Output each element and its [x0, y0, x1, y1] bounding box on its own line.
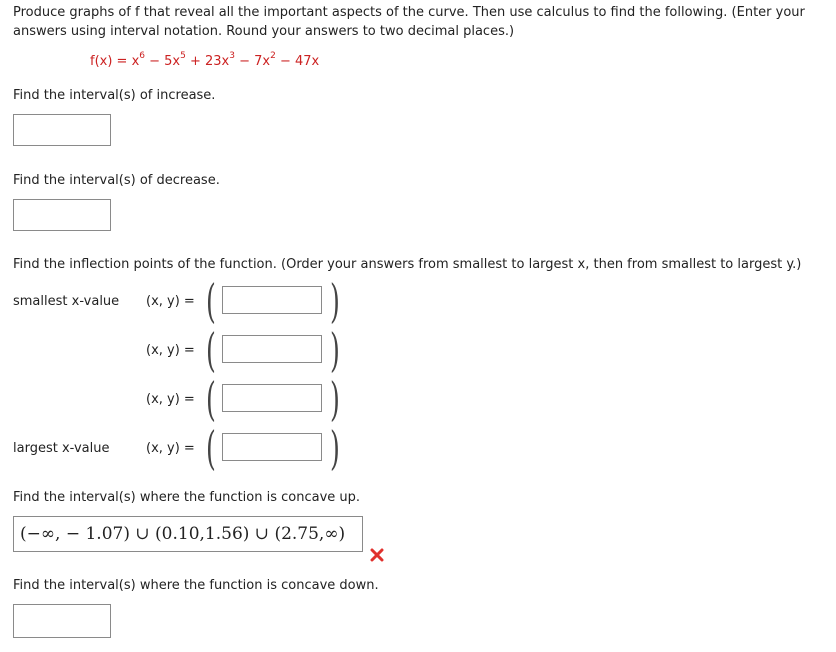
- left-paren: (: [206, 274, 216, 328]
- left-paren: (: [206, 421, 216, 475]
- xy-label: (x, y) =: [146, 441, 195, 456]
- xy-label: (x, y) =: [146, 343, 195, 358]
- concave-down-prompt: Find the interval(s) where the function is concave down.: [13, 578, 379, 593]
- inflection-point-4-input[interactable]: [222, 433, 322, 461]
- inflection-prompt: Find the inflection points of the function. (Order your answers from smallest to largest x, then from smallest to largest y.): [13, 257, 802, 272]
- increase-prompt: Find the interval(s) of increase.: [13, 88, 216, 103]
- incorrect-x-icon: [370, 548, 384, 562]
- right-paren: ): [330, 421, 340, 475]
- smallest-x-label: smallest x-value: [13, 294, 120, 309]
- inflection-point-3-input[interactable]: [222, 384, 322, 412]
- concave-down-answer-input[interactable]: [13, 604, 111, 638]
- decrease-answer-input[interactable]: [13, 199, 111, 231]
- right-paren: ): [330, 372, 340, 426]
- instructions-text: Produce graphs of f that reveal all the important aspects of the curve. Then use calculus to find the following. (Enter your answers using interval notation. Round your answers to two decimal places.): [13, 5, 805, 39]
- xy-label: (x, y) =: [146, 392, 195, 407]
- concave-up-prompt: Find the interval(s) where the function is concave up.: [13, 490, 361, 505]
- right-paren: ): [330, 323, 340, 377]
- exponent: 6: [139, 51, 145, 61]
- function-term: f(x) = x: [90, 54, 140, 69]
- exponent: 5: [180, 51, 186, 61]
- inflection-point-2-input[interactable]: [222, 335, 322, 363]
- largest-x-label: largest x-value: [13, 441, 110, 456]
- exponent: 2: [270, 51, 276, 61]
- exponent: 3: [229, 51, 235, 61]
- concave-up-answer-input[interactable]: (−∞, − 1.07) ∪ (0.10,1.56) ∪ (2.75,∞): [13, 516, 363, 552]
- left-paren: (: [206, 323, 216, 377]
- function-term: − 5x: [145, 54, 181, 69]
- function-term: − 7x: [235, 54, 271, 69]
- xy-label: (x, y) =: [146, 294, 195, 309]
- decrease-prompt: Find the interval(s) of decrease.: [13, 173, 220, 188]
- inflection-point-1-input[interactable]: [222, 286, 322, 314]
- function-definition: [90, 51, 320, 69]
- right-paren: ): [330, 274, 340, 328]
- increase-answer-input[interactable]: [13, 114, 111, 146]
- function-term: − 47x: [275, 54, 320, 69]
- function-term: + 23x: [185, 54, 230, 69]
- left-paren: (: [206, 372, 216, 426]
